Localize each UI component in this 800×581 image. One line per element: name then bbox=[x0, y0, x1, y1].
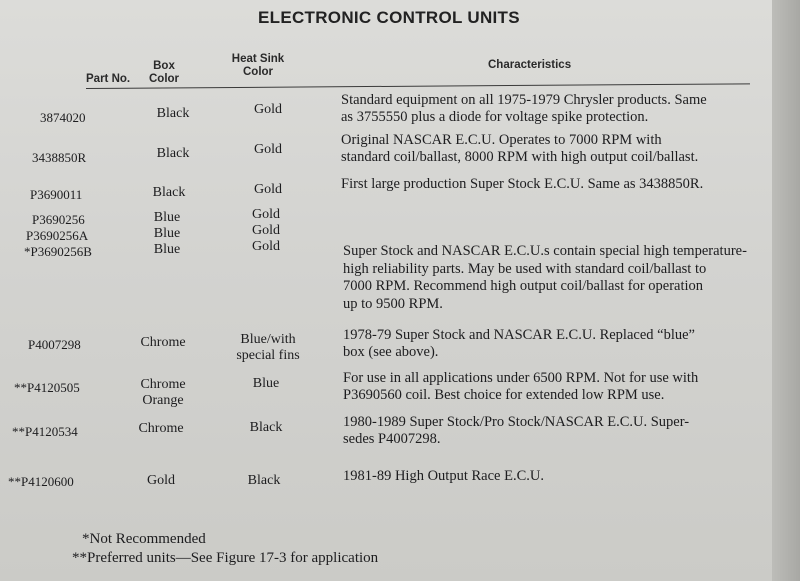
characteristics-text: First large production Super Stock E.C.U. Same as 3438850R. bbox=[341, 176, 704, 192]
header-characteristics: Characteristics bbox=[488, 59, 572, 71]
part-number: **P4120505 bbox=[14, 380, 80, 395]
heat-sink-color: Black bbox=[247, 473, 281, 488]
part-number: P4007298 bbox=[28, 337, 81, 352]
box-color: Chrome bbox=[140, 335, 186, 350]
heat-sink-color: Black bbox=[249, 420, 283, 435]
characteristics-text: For use in all applications under 6500 RPM. Not for use with P3690560 coil. Best choice for extended low RPM use. bbox=[343, 370, 699, 403]
page-edge bbox=[772, 0, 800, 581]
heat-sink-color: Blue/with special fins bbox=[236, 332, 300, 363]
part-number: 3874020 bbox=[40, 110, 86, 125]
box-color: Black bbox=[152, 185, 186, 200]
heat-sink-color: Gold bbox=[254, 182, 282, 197]
header-heat-sink-color: Heat Sink Color bbox=[231, 53, 285, 78]
box-color: Blue Blue Blue bbox=[153, 210, 181, 257]
footnote-not-recommended: *Not Recommended bbox=[82, 531, 206, 547]
page-title: ELECTRONIC CONTROL UNITS bbox=[258, 8, 520, 27]
characteristics-text: Super Stock and NASCAR E.C.U.s contain special high temperature- high reliability parts. May be used with standard coil/ballast to 7000 RPM. Recommend high output coil/ballast for operation up to 9500 RPM. bbox=[343, 243, 747, 312]
box-color: Gold bbox=[147, 473, 175, 488]
heat-sink-color: Gold bbox=[254, 142, 282, 157]
part-number: **P4120534 bbox=[12, 424, 78, 439]
characteristics-text: 1981-89 High Output Race E.C.U. bbox=[343, 468, 544, 484]
characteristics-text: 1978-79 Super Stock and NASCAR E.C.U. Replaced “blue” box (see above). bbox=[343, 327, 695, 360]
heat-sink-color: Blue bbox=[252, 376, 280, 391]
part-number: **P4120600 bbox=[8, 474, 74, 489]
box-color: Chrome bbox=[138, 421, 184, 436]
box-color: Black bbox=[156, 146, 190, 161]
box-color: Chrome Orange bbox=[140, 377, 186, 408]
characteristics-text: Original NASCAR E.C.U. Operates to 7000 RPM with standard coil/ballast, 8000 RPM with high output coil/ballast. bbox=[341, 132, 699, 165]
part-number: 3438850R bbox=[32, 150, 87, 165]
heat-sink-color: Gold bbox=[254, 102, 282, 117]
box-color: Black bbox=[156, 106, 190, 121]
part-number: P3690256 P3690256A *P3690256B bbox=[24, 212, 92, 259]
header-box-color: Box Color bbox=[148, 60, 180, 85]
footnote-preferred-units: **Preferred units—See Figure 17-3 for application bbox=[72, 550, 379, 566]
characteristics-text: Standard equipment on all 1975-1979 Chrysler products. Same as 3755550 plus a diode for voltage spike protection. bbox=[341, 92, 707, 125]
part-number: P3690011 bbox=[30, 187, 83, 202]
characteristics-text: 1980-1989 Super Stock/Pro Stock/NASCAR E.C.U. Super- sedes P4007298. bbox=[343, 414, 690, 447]
heat-sink-color: Gold Gold Gold bbox=[252, 207, 280, 254]
header-part-no: Part No. bbox=[86, 73, 131, 85]
